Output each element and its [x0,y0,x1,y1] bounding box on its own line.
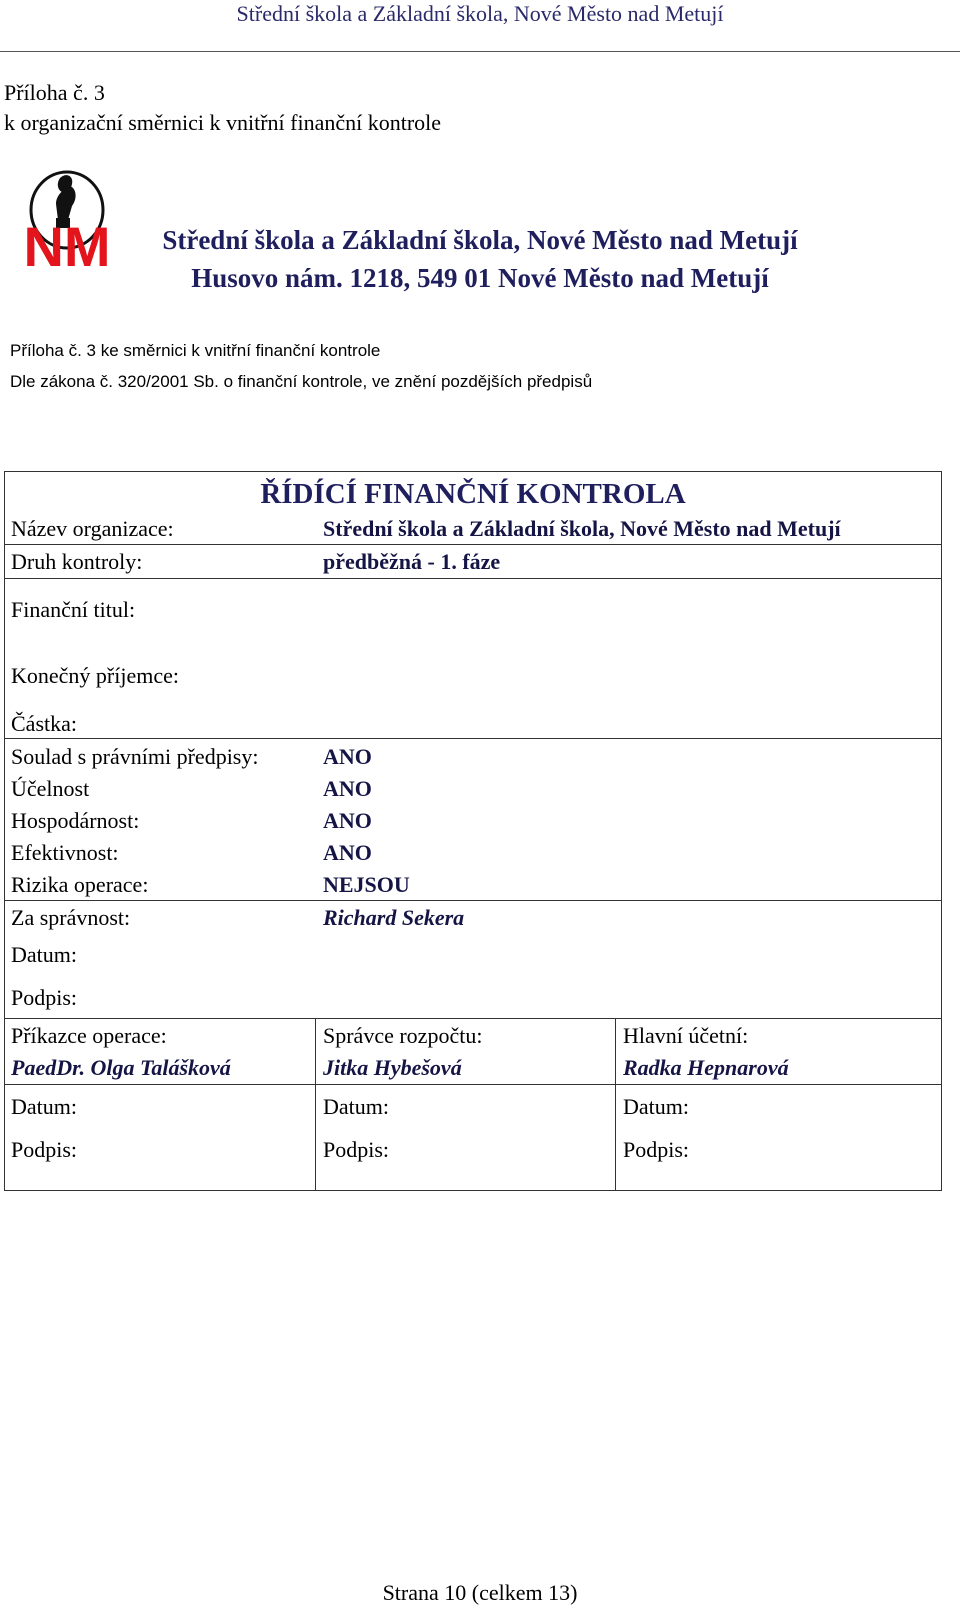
row-divider [5,738,941,739]
correctness-value: Richard Sekera [323,905,465,930]
annex-line-2: k organizační směrnici k vnitřní finanční kontrole [4,110,442,135]
check-value: ANO [323,840,372,865]
school-name: Střední škola a Základní škola, Nové Město nad Metují [162,225,798,255]
row-divider [5,1018,941,1019]
check-label: Účelnost [11,776,90,801]
check-label: Soulad s právními předpisy: [11,744,259,769]
running-header: Střední škola a Základní škola, Nové Město nad Metují [236,1,724,26]
date-label: Datum: [11,942,77,967]
recipient-label: Konečný příjemce: [11,663,179,688]
signer-role: Příkazce operace: [11,1023,167,1048]
control-form [4,471,942,1191]
signer-role: Správce rozpočtu: [323,1023,483,1048]
signer-date-label: Datum: [323,1094,389,1119]
signer-date-label: Datum: [623,1094,689,1119]
org-label: Název organizace: [11,516,174,541]
type-label: Druh kontroly: [11,549,143,574]
signer-sign-label: Podpis: [623,1137,690,1162]
row-divider [5,1084,941,1085]
annex-line-1: Příloha č. 3 [4,80,105,105]
check-value: ANO [323,776,372,801]
school-logo [22,168,112,272]
signer-name: Radka Hepnarová [623,1055,789,1080]
column-divider [615,1018,616,1190]
header-divider [0,51,960,52]
check-value: ANO [323,744,372,769]
intro-line-2: Dle zákona č. 320/2001 Sb. o finanční kontrole, ve znění pozdějších předpisů [10,372,593,391]
org-value: Střední škola a Základní škola, Nové Město nad Metují [323,516,841,541]
signer-sign-label: Podpis: [323,1137,390,1162]
page-number: Strana 10 (celkem 13) [382,1580,578,1605]
check-value: NEJSOU [323,872,410,897]
row-divider [5,900,941,901]
signer-name: Jitka Hybešová [323,1055,462,1080]
correctness-label: Za správnost: [11,905,131,930]
row-divider [5,544,941,545]
logo-letters: NM [23,215,111,272]
check-label: Hospodárnost: [11,808,140,833]
signer-date-label: Datum: [11,1094,77,1119]
form-title: ŘÍDÍCÍ FINANČNÍ KONTROLA [260,478,686,510]
school-address: Husovo nám. 1218, 549 01 Nové Město nad Metují [191,263,769,293]
type-value: předběžná - 1. fáze [323,549,501,574]
check-value: ANO [323,808,372,833]
check-label: Efektivnost: [11,840,119,865]
signer-role: Hlavní účetní: [623,1023,749,1048]
signer-sign-label: Podpis: [11,1137,78,1162]
annex-note [4,78,441,138]
column-divider [315,1018,316,1190]
fin-title-label: Finanční titul: [11,597,136,622]
signer-name: PaedDr. Olga Talášková [11,1055,231,1080]
amount-label: Částka: [11,711,77,736]
signature-label: Podpis: [11,985,78,1010]
intro-line-1: Příloha č. 3 ke směrnici k vnitřní finanční kontrole [10,341,381,360]
check-label: Rizika operace: [11,872,149,897]
row-divider [5,578,941,579]
